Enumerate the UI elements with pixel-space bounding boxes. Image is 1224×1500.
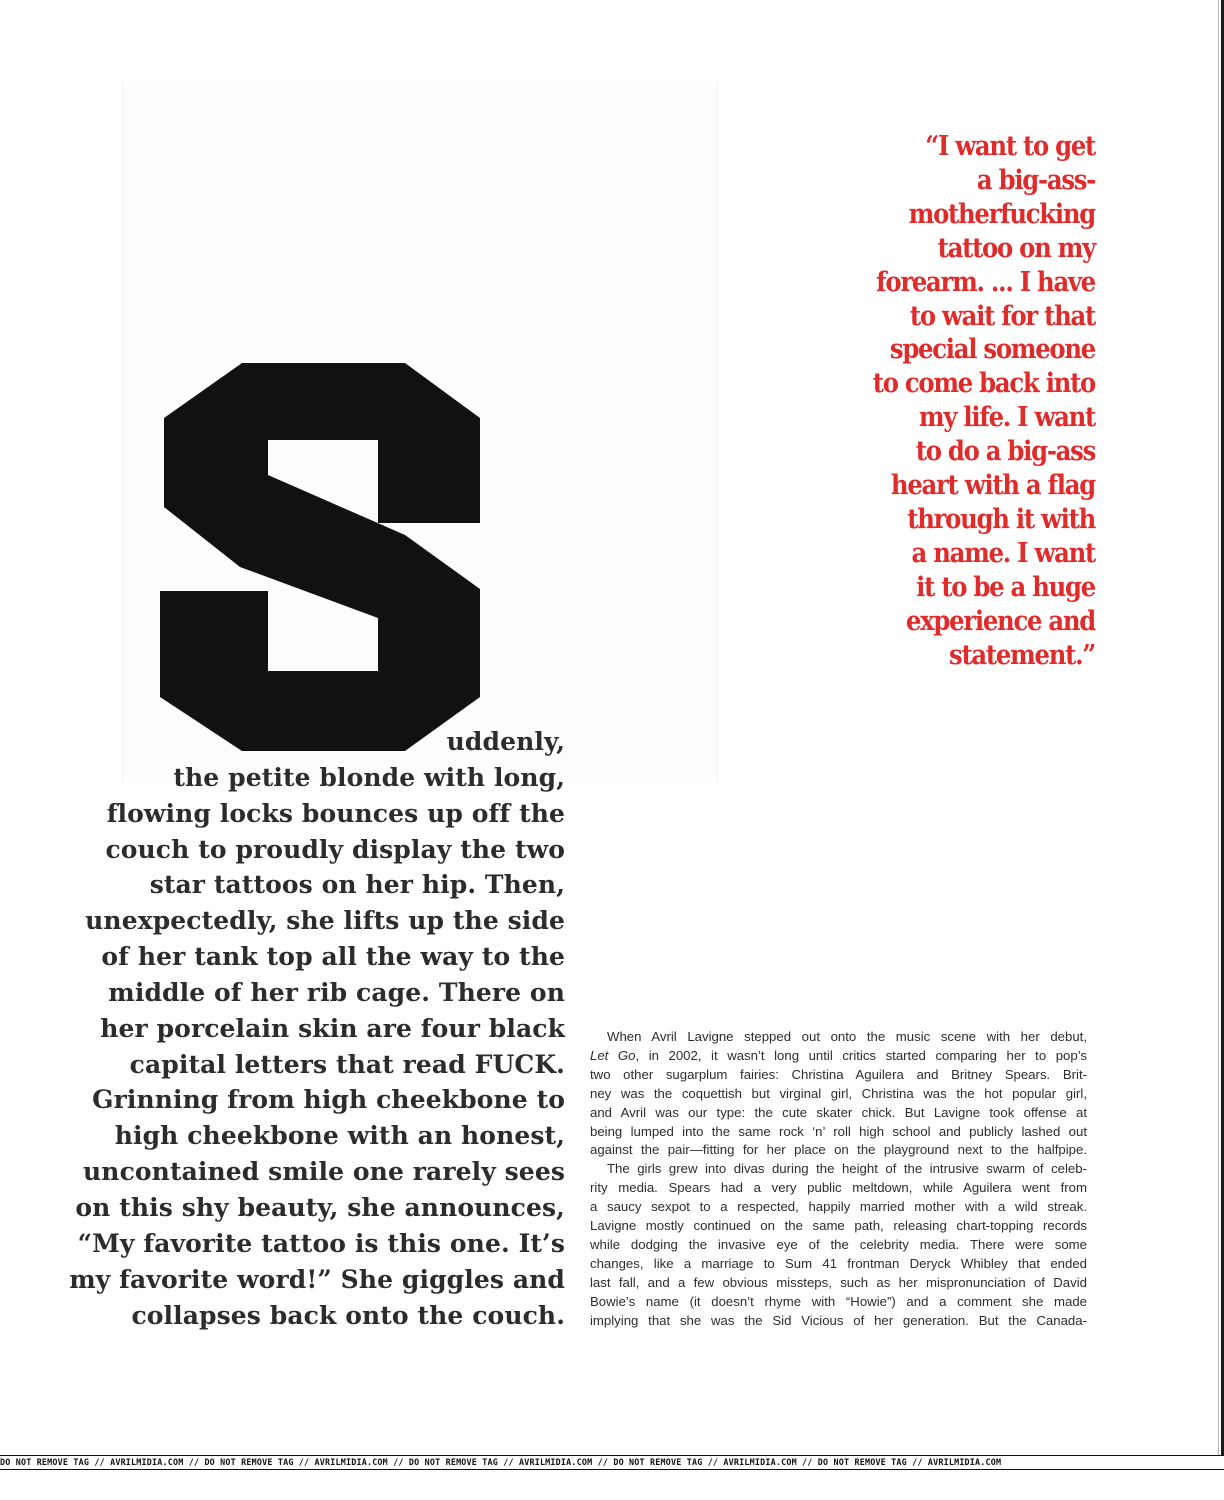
lede-line: uncontained smile one rarely sees <box>83 1157 565 1187</box>
lede-line: uddenly, <box>446 727 565 756</box>
article-line: ney was the coquettish but virginal girl, Christina was the hot popular girl, <box>590 1085 1087 1101</box>
article-line: When Avril Lavigne stepped out onto the music scene with her debut, <box>607 1029 1087 1044</box>
article-line: implying that she was the Sid Vicious of her generation. But the Canada- <box>590 1312 1087 1328</box>
pull-quote-line: motherfucking <box>908 198 1095 230</box>
drop-cap-s <box>160 363 484 751</box>
article-line: while dodging the invasive eye of the celebrity media. There were some <box>590 1236 1087 1252</box>
article-line: against the pair—fitting for her place on the playground next to the halfpipe. <box>590 1142 1087 1158</box>
article-line: two other sugarplum fairies: Christina Aguilera and Britney Spears. Brit- <box>590 1066 1087 1082</box>
pull-quote-line: forearm. ... I have <box>876 266 1095 298</box>
pull-quote-line: to come back into <box>872 368 1095 400</box>
pull-quote-line: “I want to get <box>925 131 1095 162</box>
article-line: changes, like a marriage to Sum 41 frontman Deryck Whibley that ended <box>590 1255 1087 1271</box>
pull-quote-line: to wait for that <box>909 300 1095 332</box>
article-line: The girls grew into divas during the height of the intrusive swarm of celeb- <box>607 1161 1087 1177</box>
pull-quote-line: experience and <box>905 605 1095 637</box>
watermark-tag-bar <box>0 1455 1224 1470</box>
lede-line: couch to proudly display the two <box>105 834 565 864</box>
pull-quote-line: through it with <box>907 503 1095 535</box>
pull-quote-line: special someone <box>889 334 1095 366</box>
page-edge-rule <box>1218 0 1219 1455</box>
lede-line: Grinning from high cheekbone to <box>92 1085 565 1115</box>
article-line: being lumped into the same rock ‘n’ roll high school and publicly lashed out <box>590 1123 1087 1139</box>
pull-quote-line: to do a big-ass <box>915 436 1095 468</box>
lede-line: star tattoos on her hip. Then, <box>149 870 565 900</box>
lede-line: the petite blonde with long, <box>173 762 565 792</box>
article-paragraph <box>590 1160 1087 1330</box>
lede-line: high cheekbone with an honest, <box>114 1121 565 1151</box>
article-line: and Avril was our type: the cute skater chick. But Lavigne took offense at <box>590 1104 1087 1120</box>
lede-line: unexpectedly, she lifts up the side <box>85 906 565 936</box>
lede-line: my favorite word!” She giggles and <box>69 1264 565 1294</box>
article-line: rity media. Spears had a very public meltdown, while Aguilera went from <box>590 1180 1087 1196</box>
pull-quote <box>866 130 1096 673</box>
article-body <box>590 1028 1087 1331</box>
lede-line: collapses back onto the couch. <box>131 1300 565 1330</box>
lede-line: capital letters that read FUCK. <box>129 1049 565 1079</box>
pull-quote-line: my life. I want <box>918 402 1095 434</box>
lede-line: of her tank top all the way to the <box>101 942 565 972</box>
article-line: Bowie’s name (it doesn’t rhyme with “Howie”) and a comment she made <box>590 1293 1087 1309</box>
pull-quote-line: a big-ass- <box>976 164 1095 196</box>
pull-quote-line: it to be a huge <box>916 571 1095 603</box>
pull-quote-line: a name. I want <box>911 537 1095 569</box>
pull-quote-line: tattoo on my <box>937 232 1095 264</box>
watermark-text: DO NOT REMOVE TAG // AVRILMIDIA.COM // DO NOT REMOVE TAG // AVRILMIDIA.COM // DO NOT REMOVE TAG // AVRILMIDIA.COM // DO NOT REMOVE TAG // AVRILMIDIA.COM // DO NOT REMOVE TAG // AVRILMIDIA.COM <box>0 1457 1002 1467</box>
pull-quote-line: heart with a flag <box>890 470 1095 502</box>
article-line: last fall, and a few obvious missteps, such as her mispronunciation of David <box>590 1274 1087 1290</box>
article-line: Let Go, in 2002, it wasn’t long until critics started comparing her to pop’s <box>590 1047 1087 1063</box>
lede-line: middle of her rib cage. There on <box>108 977 565 1007</box>
album-title: Let Go <box>590 1047 636 1063</box>
lede-line: flowing locks bounces up off the <box>106 798 565 828</box>
lede-line: “My favorite tattoo is this one. It’s <box>77 1228 565 1258</box>
article-line: Lavigne mostly continued on the same path, releasing chart-topping records <box>590 1218 1087 1234</box>
lede-paragraph <box>60 724 565 1333</box>
lede-line: on this shy beauty, she announces, <box>75 1192 565 1222</box>
article-paragraph <box>590 1028 1087 1160</box>
lede-line: her porcelain skin are four black <box>100 1013 565 1043</box>
pull-quote-line: statement.” <box>949 639 1095 671</box>
drop-cap-s-shape <box>160 363 480 751</box>
article-line: a saucy sexpot to a respected, happily married mother with a wild streak. <box>590 1199 1087 1215</box>
